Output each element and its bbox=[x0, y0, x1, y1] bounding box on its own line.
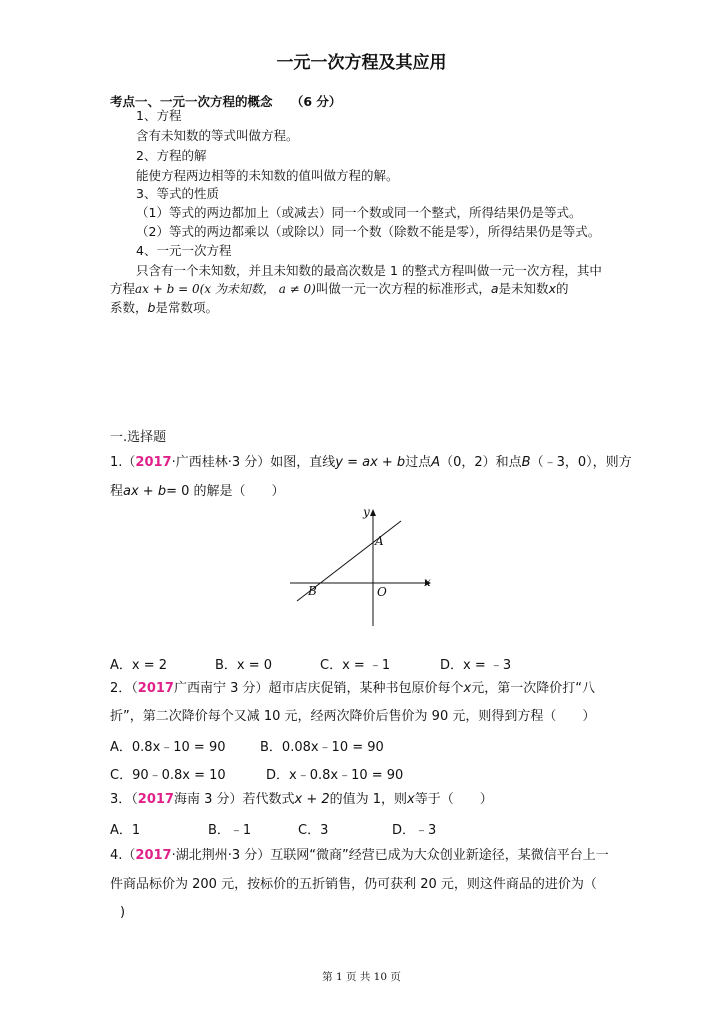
p4-var-b: b bbox=[147, 300, 156, 315]
q1-equation: y = ax + b bbox=[335, 455, 406, 470]
p4-line2 bbox=[110, 279, 568, 299]
q4-number: 4.（ bbox=[110, 848, 136, 863]
q1-source: ·广西桂林·3 分）如图，直线 bbox=[171, 455, 336, 470]
y-axis-arrow bbox=[370, 509, 376, 516]
q1-number: 1.（ bbox=[110, 455, 136, 470]
q2-option-a[interactable]: A．0.8x﹣10 = 90 bbox=[110, 740, 226, 755]
q1-year: 2017 bbox=[135, 455, 172, 470]
p4-line2a: 方程 bbox=[110, 281, 136, 296]
section1-heading-text: 考点一、一元一次方程的概念 bbox=[110, 94, 273, 109]
q3-option-c[interactable]: C．3 bbox=[298, 823, 329, 838]
q3-number: 3．（ bbox=[110, 792, 138, 807]
p3-property-b: （2）等式的两边都乘以（或除以）同一个数（除数不能是零），所得结果仍是等式。 bbox=[136, 224, 601, 239]
p4-title: 4、一元一次方程 bbox=[136, 243, 232, 258]
label-y: y bbox=[363, 505, 370, 519]
p1-title: 1、方程 bbox=[136, 108, 182, 123]
q4-line1-text: ·湖北荆州·3 分）互联网“微商”经营已成为大众创业新途径，某微信平台上一 bbox=[171, 848, 609, 863]
p4-line1: 只含有一个未知数，并且未知数的最高次数是 1 的整式方程叫做一元一次方程，其中 bbox=[136, 263, 602, 278]
page-footer: 第 1 页 共 10 页 bbox=[322, 971, 401, 983]
p3-title: 3、等式的性质 bbox=[136, 186, 219, 201]
q1-coord-a: （0，2）和点 bbox=[440, 455, 522, 470]
q2-var-x: x bbox=[463, 681, 472, 696]
q3-year: 2017 bbox=[137, 792, 174, 807]
q2-line1 bbox=[110, 679, 595, 699]
q3-option-a[interactable]: A．1 bbox=[110, 823, 141, 838]
q1-option-a[interactable]: A．x = 2 bbox=[110, 658, 168, 673]
q1-equation2: ax + b bbox=[123, 484, 167, 499]
q1-option-c[interactable]: C．x = ﹣1 bbox=[320, 658, 391, 673]
q3-line1-text: 海南 3 分）若代数式 bbox=[173, 792, 295, 807]
p4-line3 bbox=[110, 298, 218, 318]
q2-number: 2．（ bbox=[110, 681, 138, 696]
section1-score: （6 分） bbox=[290, 94, 342, 109]
q1-line2a: 程 bbox=[110, 484, 124, 499]
q1-graph bbox=[285, 504, 435, 629]
q4-line2: 件商品标价为 200 元，按标价的五折销售，仍可获利 20 元，则这件商品的进价为（ bbox=[110, 877, 597, 892]
p4-line2c: 是未知数 bbox=[498, 281, 549, 296]
q3-line1c: 等于（ ） bbox=[414, 792, 493, 807]
q1-line2 bbox=[110, 482, 285, 502]
label-x: x bbox=[424, 575, 431, 589]
label-point-b: B bbox=[308, 584, 317, 598]
q1-text-mid: 过点 bbox=[405, 455, 432, 470]
standard-form-formula: ax + b = 0(x 为未知数， a ≠ 0) bbox=[135, 282, 316, 296]
q1-option-d[interactable]: D．x = ﹣3 bbox=[440, 658, 512, 673]
q2-year: 2017 bbox=[137, 681, 174, 696]
p1-text: 含有未知数的等式叫做方程。 bbox=[136, 128, 299, 143]
label-origin: O bbox=[377, 585, 387, 599]
p4-var-x: x bbox=[548, 281, 556, 296]
q2-line1b: 元，第一次降价打“八 bbox=[471, 681, 595, 696]
q2-line2: 折”，第二次降价每个又减 10 元，经两次降价后售价为 90 元，则得到方程（ ） bbox=[110, 709, 596, 724]
p4-line3a: 系数， bbox=[110, 300, 148, 315]
q1-line1 bbox=[110, 453, 632, 473]
q1-coord-b: （﹣3，0），则方 bbox=[530, 455, 632, 470]
q2-option-c[interactable]: C．90﹣0.8x = 10 bbox=[110, 768, 226, 783]
p4-line2b: 叫做一元一次方程的标准形式， bbox=[315, 281, 491, 296]
p4-line3b: 是常数项。 bbox=[155, 300, 218, 315]
q1-line2b: = 0 的解是（ ） bbox=[166, 484, 285, 499]
q3-var-x: x bbox=[407, 792, 415, 807]
q2-option-d[interactable]: D．x﹣0.8x﹣10 = 90 bbox=[266, 768, 404, 783]
label-point-a: A bbox=[375, 534, 384, 548]
q1-point-b: B bbox=[521, 455, 531, 470]
q3-option-b[interactable]: B．﹣1 bbox=[208, 823, 252, 838]
q3-line1b: 的值为 1，则 bbox=[329, 792, 408, 807]
q4-line3: ) bbox=[120, 905, 126, 920]
p2-title: 2、方程的解 bbox=[136, 148, 207, 163]
q1-option-b[interactable]: B．x = 0 bbox=[215, 658, 273, 673]
q2-option-b[interactable]: B．0.08x﹣10 = 90 bbox=[260, 740, 384, 755]
q1-point-a: A bbox=[431, 455, 441, 470]
q3-line1 bbox=[110, 790, 493, 810]
section2-heading: 一.选择题 bbox=[110, 430, 167, 445]
p3-property-a: （1）等式的两边都加上（或减去）同一个数或同一个整式，所得结果仍是等式。 bbox=[136, 205, 582, 220]
q4-line1 bbox=[110, 846, 609, 866]
q2-line1-text: 广西南宁 3 分）超市店庆促销，某种书包原价每个 bbox=[173, 681, 464, 696]
q3-expression: x + 2 bbox=[294, 792, 330, 807]
q4-year: 2017 bbox=[135, 848, 172, 863]
p4-var-a: a bbox=[490, 281, 499, 296]
p2-text: 能使方程两边相等的未知数的值叫做方程的解。 bbox=[136, 168, 399, 183]
q3-option-d[interactable]: D．﹣3 bbox=[392, 823, 437, 838]
page-title: 一元一次方程及其应用 bbox=[276, 53, 447, 73]
p4-line2d: 的 bbox=[555, 281, 569, 296]
